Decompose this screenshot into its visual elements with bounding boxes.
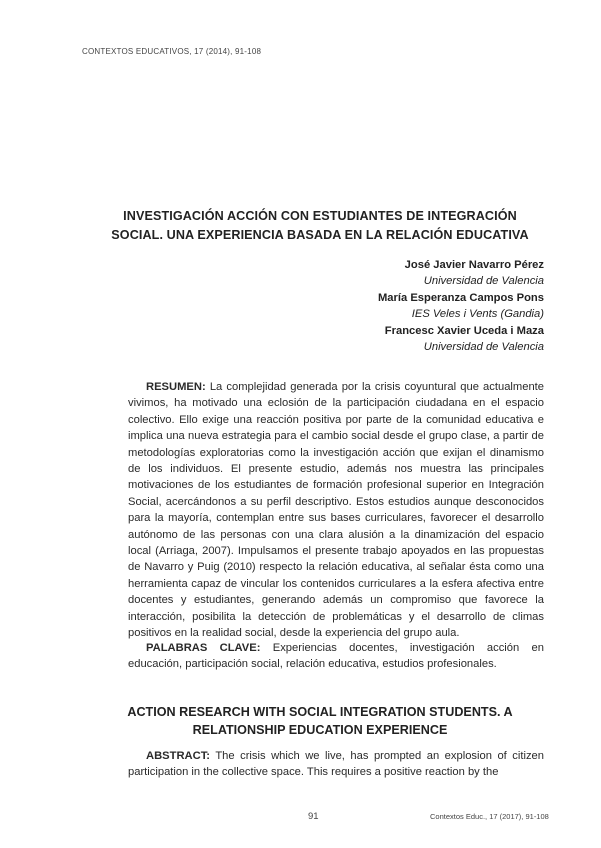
footer-reference: Contextos Educ., 17 (2017), 91-108 [430,812,549,821]
author-list [378,257,544,355]
resumen-text: La complejidad generada por la crisis coyuntural que actualmente vivimos, ha motivado una eclosión de la participación ciudadana en el espacio colectivo. Ello exige una reacción positiva por parte de la comunidad educativa e implica una nueva estrategia para el cambio social desde el grupo clase, a partir de metodologías exploratorias como la investigación acción que exijan el dinamismo de los individuos. El presente estudio, además nos muestra las principales motivaciones de los estudiantes de formación profesional superior en Integración Social, acercándonos a su perfil descriptivo. Estos estudios aunque desconocidos para la mayoría, contemplan entre sus bases curriculares, favorecer el desarrollo autónomo de las personas con una clara alusión a la dinamización del espacio local (Arriaga, 2007). Impulsamos el presente trabajo apoyados en las propuestas de Navarro y Puig (2010) respecto la relación educativa, al señalar ésta como una herramienta capaz de vincular los contenidos curriculares a la esfera afectiva entre docentes y estudiantes, generando además un compromiso que favorece la interacción, posibilita la detección de problemáticas y el desarrollo de climas positivos en la realidad social, desde la experiencia del grupo aula. [128,381,545,640]
author-affiliation: Universidad de Valencia [423,275,544,288]
author-name: María Esperanza Campos Pons [377,291,544,304]
author-affiliation: IES Veles i Vents (Gandia) [411,308,544,321]
page-number: 91 [308,811,319,822]
article-title-line-2: SOCIAL. UNA EXPERIENCIA BASADA EN LA RELACIÓN EDUCATIVA [111,228,529,242]
author-affiliation: Universidad de Valencia [423,341,544,354]
english-title [100,703,540,739]
keywords-paragraph [128,640,544,673]
running-head: CONTEXTOS EDUCATIVOS, 17 (2014), 91-108 [82,47,262,56]
keywords-text: Experiencias docentes, investigación acción en educación, participación social, relación educativa, estudios profesionales. [128,642,544,671]
author-name: Francesc Xavier Uceda i Maza [384,324,544,337]
author-name: José Javier Navarro Pérez [404,259,544,271]
resumen-paragraph [128,379,544,642]
abstract-paragraph [128,748,544,781]
article-title [95,207,545,245]
abstract-label: ABSTRACT: [146,750,211,762]
english-title-line-2: RELATIONSHIP EDUCATION EXPERIENCE [192,723,448,737]
article-title-line-1: INVESTIGACIÓN ACCIÓN CON ESTUDIANTES DE INTEGRACIÓN [123,209,517,223]
keywords-label: PALABRAS CLAVE: [146,642,261,654]
abstract-text: The crisis which we live, has prompted an explosion of citizen participation in the collective space. This requires a positive reaction by the [128,750,544,779]
english-title-line-1: ACTION RESEARCH WITH SOCIAL INTEGRATION STUDENTS. A [127,705,513,719]
resumen-label: RESUMEN: [146,381,206,393]
